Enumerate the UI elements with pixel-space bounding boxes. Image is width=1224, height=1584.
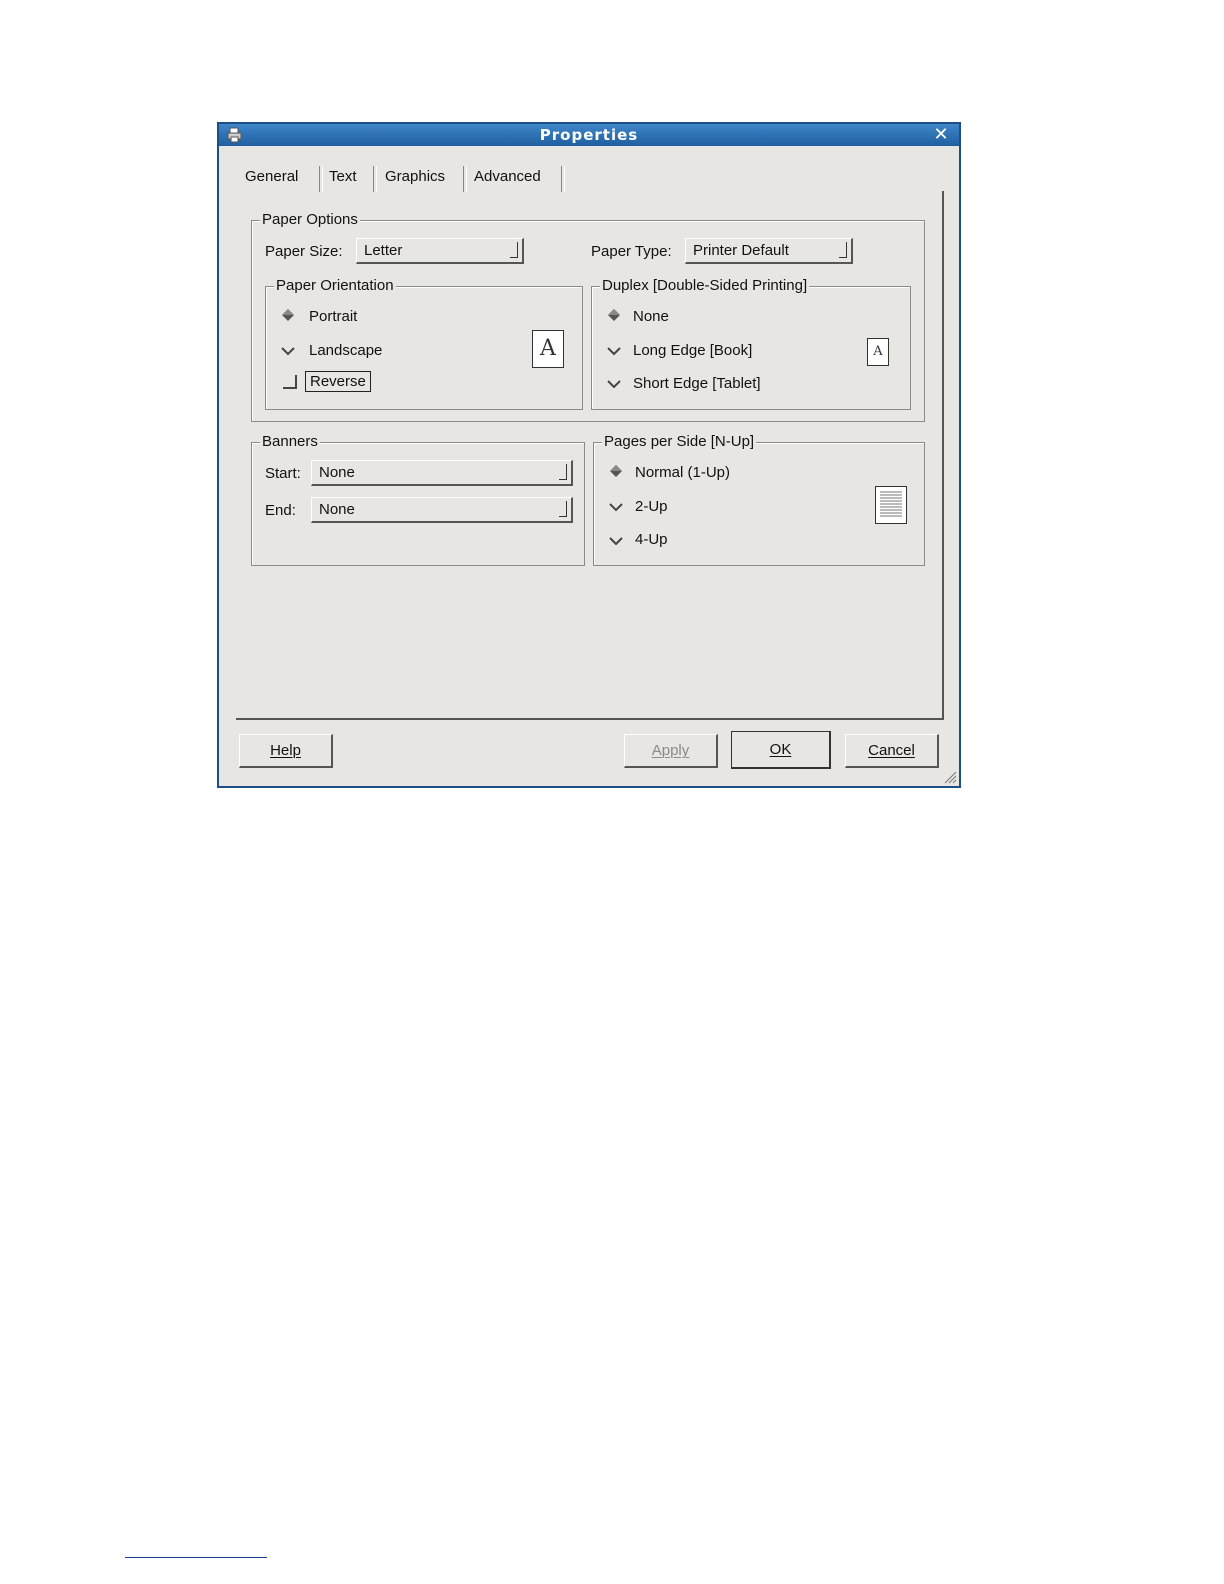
paper-options-label: Paper Options [262,211,358,228]
title-bar[interactable] [219,124,959,146]
paper-orientation-label: Paper Orientation [276,277,394,294]
paper-type-value: Printer Default [693,242,789,259]
nup-2up-label[interactable]: 2-Up [635,498,668,515]
apply-button[interactable]: Apply [624,734,718,768]
duplex-none-label[interactable]: None [633,308,669,325]
cancel-button[interactable]: Cancel [845,734,939,768]
tab-separator [463,166,467,192]
duplex-preview-icon: A [867,338,889,366]
reverse-label[interactable]: Reverse [305,371,371,392]
paper-size-value: Letter [364,242,403,259]
nup-normal-label[interactable]: Normal (1-Up) [635,464,731,481]
radio-unselected-icon[interactable] [609,532,623,546]
nup-preview-icon [875,486,907,524]
resize-grip-icon[interactable] [943,770,957,784]
banner-start-select[interactable] [311,460,573,486]
footnote-divider [125,1557,267,1558]
dropdown-arrow-icon [510,242,518,258]
dropdown-arrow-icon [559,464,567,480]
dropdown-arrow-icon [559,501,567,517]
duplex-long-edge-label[interactable]: Long Edge [Book] [633,342,753,359]
banners-label: Banners [262,433,318,450]
duplex-short-edge-label[interactable]: Short Edge [Tablet] [633,375,761,392]
paper-size-label: Paper Size: [265,243,343,260]
banner-end-select[interactable] [311,497,573,523]
radio-unselected-icon[interactable] [607,342,621,356]
tab-advanced[interactable]: Advanced [474,168,541,185]
tab-graphics[interactable]: Graphics [385,168,446,185]
radio-unselected-icon[interactable] [281,342,295,356]
close-icon[interactable]: ✕ [933,124,949,145]
paper-type-label: Paper Type: [591,243,672,260]
radio-unselected-icon[interactable] [609,498,623,512]
orientation-landscape-label[interactable]: Landscape [309,342,383,359]
paper-type-select[interactable] [685,238,853,264]
tab-text[interactable]: Text [329,168,357,185]
banner-start-value: None [319,464,355,481]
help-button[interactable]: Help [239,734,333,768]
banner-end-value: None [319,501,355,518]
tab-separator [373,166,377,192]
orientation-portrait-label[interactable]: Portrait [309,308,358,325]
orientation-preview-icon: A [532,330,564,368]
nup-label: Pages per Side [N-Up] [604,433,755,450]
window-title: Properties [539,126,639,144]
radio-selected-icon[interactable] [609,464,623,478]
banner-start-label: Start: [265,465,301,482]
duplex-label: Duplex [Double-Sided Printing] [602,277,808,294]
dropdown-arrow-icon [839,242,847,258]
ok-button[interactable]: OK [731,731,831,769]
radio-selected-icon[interactable] [607,308,621,322]
tab-separator [319,166,323,192]
radio-selected-icon[interactable] [281,308,295,322]
tab-separator [561,166,565,192]
radio-unselected-icon[interactable] [607,375,621,389]
properties-dialog [217,122,961,788]
banner-end-label: End: [265,502,296,519]
tab-general[interactable]: General [245,168,299,185]
paper-size-select[interactable] [356,238,524,264]
nup-4up-label[interactable]: 4-Up [635,531,668,548]
reverse-checkbox[interactable] [283,375,297,389]
